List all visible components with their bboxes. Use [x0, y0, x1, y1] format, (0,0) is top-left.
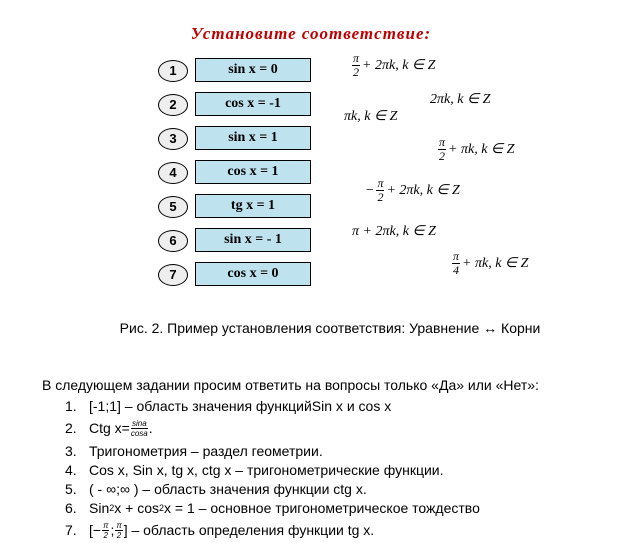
root-option-2[interactable]: 2πk, k ∈ Z — [430, 92, 491, 107]
equation-box-2[interactable]: cos x = -1 — [195, 92, 311, 116]
question-item-3: 3. Тригонометрия – раздел геометрии. — [65, 442, 323, 459]
equation-box-3[interactable]: sin x = 1 — [195, 126, 311, 150]
root-option-3[interactable]: πk, k ∈ Z — [344, 109, 398, 124]
fraction: $\frac{\pi}{2}$ — [353, 51, 360, 79]
number-badge-1[interactable]: 1 — [158, 60, 188, 82]
root-option-5[interactable]: − $\frac{\pi}{2}$ + 2πk, k ∈ Z — [365, 176, 460, 204]
fraction: $\frac{\pi}{4}$ — [453, 249, 460, 277]
equation-box-5[interactable]: tg x = 1 — [195, 194, 311, 218]
root-option-4[interactable]: $\frac{\pi}{2}$ + πk, k ∈ Z — [439, 135, 515, 163]
number-badge-4[interactable]: 4 — [158, 162, 188, 184]
root-option-1[interactable]: $\frac{\pi}{2}$ + 2πk, k ∈ Z — [353, 51, 436, 79]
fraction: $\frac{\sin a}{\cos a}$ — [130, 418, 148, 438]
page-title: Установите соответствие: — [190, 24, 432, 43]
question-item-7: 7. [− $\frac{\pi}{2}$ ; π 2 ] – область определения функции tg x. — [65, 520, 375, 540]
figure-caption: Рис. 2. Пример установления соответствия: Уравнение ↔ Корни — [119, 320, 541, 336]
equation-box-6[interactable]: sin x = - 1 — [195, 228, 311, 252]
number-badge-5[interactable]: 5 — [158, 196, 188, 218]
equation-box-7[interactable]: cos x = 0 — [195, 262, 311, 286]
equation-box-1[interactable]: sin x = 0 — [195, 58, 311, 82]
root-option-7[interactable]: $\frac{\pi}{4}$ + πk, k ∈ Z — [453, 249, 529, 277]
fraction: $\frac{\pi}{2}$ — [377, 176, 384, 204]
fraction: π 2 — [116, 520, 122, 540]
question-item-6: 6. Sin 2 x + cos 2 x = 1 – основное тригонометрическое тождество — [65, 499, 480, 516]
equation-box-4[interactable]: cos x = 1 — [195, 160, 311, 184]
question-item-2: 2. Ctg x= $\frac{\sin a}{\cos a}$ . — [65, 418, 153, 438]
number-badge-7[interactable]: 7 — [158, 264, 188, 286]
question-item-4: 4. Cos x, Sin x, tg x, ctg x – тригонометрические функции. — [65, 461, 444, 478]
question-item-1: 1. [-1;1] – область значения функцийSin x и cos x — [65, 397, 392, 414]
question-item-5: 5. ( - ∞;∞ ) – область значения функции ctg x. — [65, 480, 367, 497]
question-list — [65, 396, 480, 543]
fraction: $\frac{\pi}{2}$ — [439, 135, 446, 163]
fraction: $\frac{\pi}{2}$ — [103, 520, 109, 540]
number-badge-2[interactable]: 2 — [158, 94, 188, 116]
number-badge-6[interactable]: 6 — [158, 230, 188, 252]
root-option-6[interactable]: π + 2πk, k ∈ Z — [352, 224, 436, 239]
task-intro: В следующем задании просим ответить на вопросы только «Да» или «Нет»: — [42, 377, 539, 393]
number-badge-3[interactable]: 3 — [158, 128, 188, 150]
